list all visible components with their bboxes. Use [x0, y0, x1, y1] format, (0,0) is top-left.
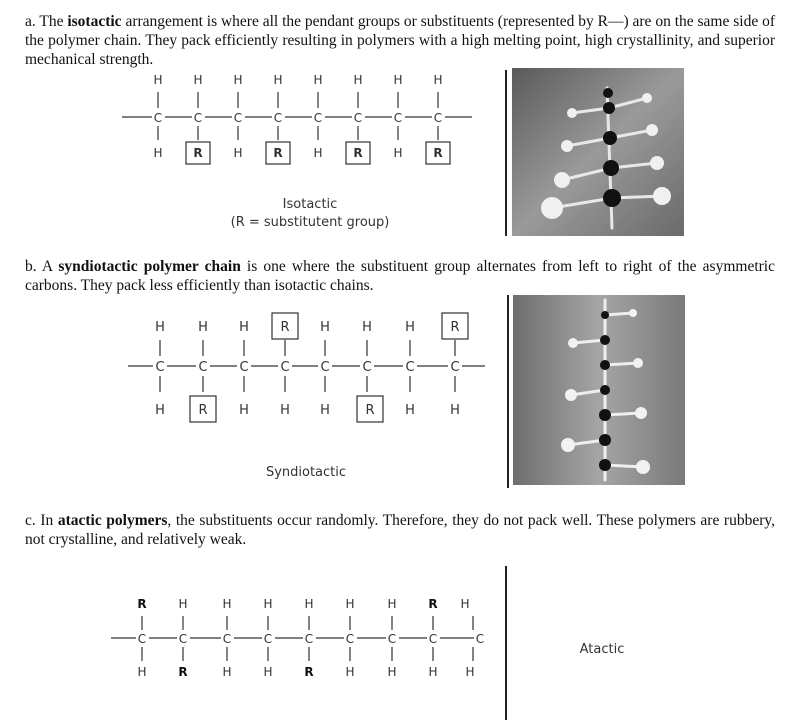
atactic-diagram — [105, 592, 495, 687]
ata-chain-atom: C — [263, 632, 273, 646]
divider-b — [507, 295, 509, 488]
iso-chain-atom: C — [273, 111, 283, 125]
ata-top-atom: H — [345, 597, 355, 611]
iso-bottom-atom: R — [273, 146, 283, 160]
syn-bottom-atom: R — [365, 403, 375, 418]
ata-bottom-atom: H — [428, 665, 438, 679]
iso-chain-atom: C — [393, 111, 403, 125]
ata-bottom-atom: H — [263, 665, 273, 679]
syn-chain-atom: C — [450, 360, 460, 375]
syn-bottom-atom: R — [198, 403, 208, 418]
iso-chain-atom: C — [433, 111, 443, 125]
ata-bottom-atom: H — [465, 665, 475, 679]
ata-bottom-atom: H — [222, 665, 232, 679]
syn-chain-atom: C — [155, 360, 165, 375]
ata-chain-atom: C — [222, 632, 232, 646]
iso-top-atom: H — [393, 73, 403, 87]
syn-chain-atom: C — [405, 360, 415, 375]
isotactic-caption — [210, 196, 410, 232]
iso-bottom-atom: H — [313, 146, 323, 160]
syn-chain-atom: C — [362, 360, 372, 375]
atactic-caption: Atactic — [579, 642, 625, 657]
isotactic-caption-title: Isotactic — [282, 197, 338, 212]
para-a-prefix: a. The — [25, 13, 68, 30]
syn-top-atom: R — [450, 320, 460, 335]
ata-top-atom: H — [304, 597, 314, 611]
iso-chain-atom: C — [193, 111, 203, 125]
syn-chain-atom: C — [198, 360, 208, 375]
iso-top-atom: H — [193, 73, 203, 87]
syn-top-row — [155, 320, 459, 335]
term-atactic: atactic polymers — [57, 512, 168, 529]
syn-bottom-atom: H — [155, 403, 165, 418]
term-isotactic: isotactic — [67, 13, 122, 30]
syn-bottom-atom: H — [450, 403, 460, 418]
ata-top-atom: R — [428, 597, 438, 611]
paragraph-isotactic — [25, 12, 775, 69]
syndiotactic-caption: Syndiotactic — [265, 465, 347, 480]
ata-chain-atom: C — [137, 632, 147, 646]
iso-top-atom: H — [233, 73, 243, 87]
syn-chain-atom: C — [239, 360, 249, 375]
isotactic-model-photo — [512, 68, 684, 236]
divider-a — [505, 70, 507, 236]
isotactic-caption-note: (R = substitutent group) — [230, 215, 390, 230]
iso-top-atom: H — [273, 73, 283, 87]
iso-bottom-atom: H — [153, 146, 163, 160]
ata-chain-atom: C — [178, 632, 188, 646]
ata-chain-atom: C — [475, 632, 485, 646]
paragraph-syndiotactic — [25, 257, 775, 295]
iso-chain-atom: C — [153, 111, 163, 125]
ata-chain-atom: C — [428, 632, 438, 646]
syn-bottom-atom: H — [405, 403, 415, 418]
syn-top-atom: H — [405, 320, 415, 335]
term-syndiotactic: syndiotactic polymer chain — [58, 258, 241, 275]
syn-chain-atom: C — [320, 360, 330, 375]
ata-top-atom: H — [178, 597, 188, 611]
syn-top-atom: H — [362, 320, 372, 335]
ata-bottom-atom: H — [137, 665, 147, 679]
syn-bottom-atom: H — [239, 403, 249, 418]
ata-top-atom: H — [460, 597, 470, 611]
para-a-text: arrangement is where all the pendant groups or substituents (represented by R—) are on the same side of the polymer chain. They pack efficiently resulting in polymers with a high melting point, high crystallinity, and superior mechanical strength. — [25, 13, 775, 68]
iso-bottom-atom: R — [193, 146, 203, 160]
ata-bottom-atom: R — [304, 665, 314, 679]
syndiotactic-model-photo — [513, 295, 685, 485]
iso-bottom-atom: R — [353, 146, 363, 160]
syn-bottom-atom: H — [280, 403, 290, 418]
iso-chain-row — [154, 111, 442, 125]
iso-top-atom: H — [313, 73, 323, 87]
iso-top-atom: H — [433, 73, 443, 87]
iso-bottom-atom: H — [233, 146, 243, 160]
iso-bottom-row — [153, 146, 442, 160]
syn-chain-atom: C — [280, 360, 290, 375]
iso-chain-atom: C — [233, 111, 243, 125]
ata-bottom-atom: H — [345, 665, 355, 679]
syn-bottom-row — [155, 403, 460, 418]
syn-top-atom: H — [239, 320, 249, 335]
iso-top-atom: H — [153, 73, 163, 87]
para-c-prefix: c. In — [25, 512, 58, 529]
ata-top-row — [137, 597, 469, 611]
iso-top-row — [153, 73, 442, 87]
ata-chain-row — [138, 632, 484, 646]
iso-chain-atom: C — [353, 111, 363, 125]
iso-bottom-atom: R — [433, 146, 443, 160]
ata-chain-atom: C — [387, 632, 397, 646]
syn-top-atom: H — [198, 320, 208, 335]
iso-chain-atom: C — [313, 111, 323, 125]
ata-bottom-atom: R — [178, 665, 188, 679]
para-c-text: , the substituents occur randomly. Therefore, they do not pack well. These polymers are rubbery, not crystalline, and relatively weak. — [25, 512, 775, 548]
ata-bottom-atom: H — [387, 665, 397, 679]
iso-top-atom: H — [353, 73, 363, 87]
ata-top-atom: H — [263, 597, 273, 611]
syndiotactic-diagram — [120, 310, 500, 435]
paragraph-atactic — [25, 511, 775, 549]
ata-top-atom: H — [387, 597, 397, 611]
isotactic-diagram — [110, 70, 490, 180]
iso-bottom-atom: H — [393, 146, 403, 160]
ata-bottom-row — [137, 665, 474, 679]
ata-chain-atom: C — [304, 632, 314, 646]
ata-top-atom: H — [222, 597, 232, 611]
syn-top-atom: H — [320, 320, 330, 335]
syn-chain-row — [155, 360, 459, 375]
divider-c — [505, 566, 507, 720]
syn-top-atom: R — [280, 320, 290, 335]
ata-top-atom: R — [137, 597, 147, 611]
para-b-text: is one where the substituent group alternates from left to right of the asymmetric carbons. They pack less efficiently than isotactic chains. — [25, 258, 775, 294]
syn-bottom-atom: H — [320, 403, 330, 418]
para-b-prefix: b. A — [25, 258, 59, 275]
syn-top-atom: H — [155, 320, 165, 335]
ata-chain-atom: C — [345, 632, 355, 646]
